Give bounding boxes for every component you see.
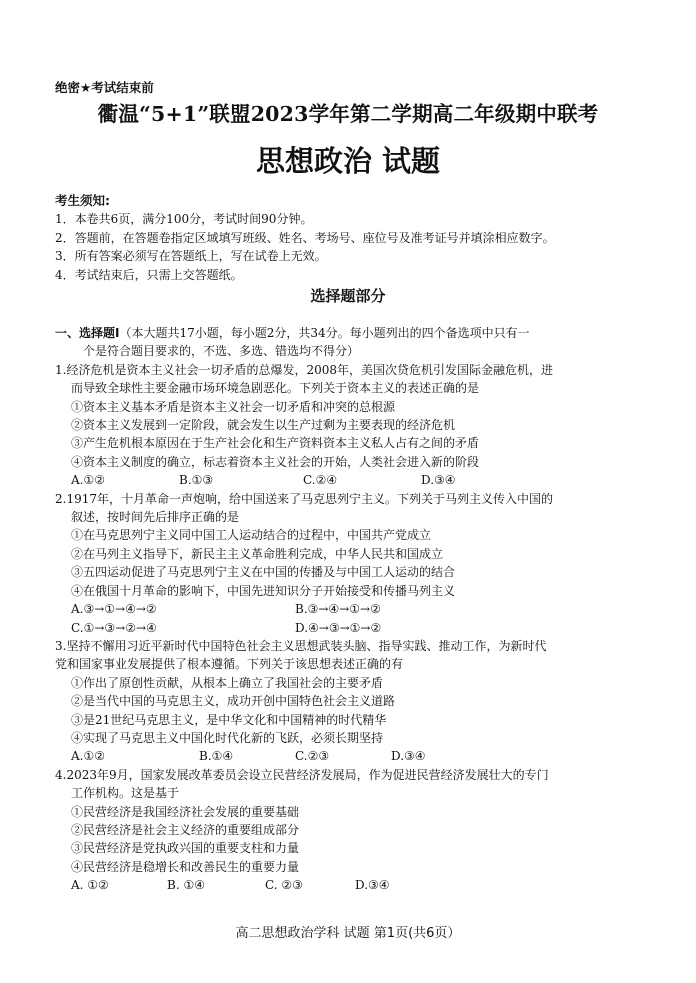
statement-item: ①在马克思列宁主义同中国工人运动结合的过程中，中国共产党成立 <box>71 528 432 543</box>
notice-list <box>55 210 655 284</box>
question-body <box>55 324 645 895</box>
question-stem: 4.2023年9月，国家发展改革委员会设立民营经济发展局，作为促进民营经济发展壮大的专门 <box>55 767 549 782</box>
statement-item: ①民营经济是我国经济社会发展的重要基础 <box>71 804 300 819</box>
statement-item: ①资本主义基本矛盾是资本主义社会一切矛盾和冲突的总根源 <box>71 399 396 414</box>
statement-item: ③是21世纪马克思主义，是中华文化和中国精神的时代精华 <box>71 712 387 727</box>
option-a: A. ①② <box>71 878 109 893</box>
option-a: A.①② <box>71 749 105 764</box>
option-a: A.③→①→④→② <box>71 602 157 617</box>
answer-options <box>55 471 645 489</box>
option-d: D.③④ <box>391 749 426 764</box>
option-b: B.③→④→①→② <box>295 602 381 617</box>
section-title: 选择题部分 <box>310 287 386 305</box>
question-stem: 1.经济危机是资本主义社会一切矛盾的总爆发，2008年，美国次贷危机引发国际金融危机，进 <box>55 362 553 377</box>
option-b: B.①④ <box>199 749 234 764</box>
option-d: D.③④ <box>355 878 390 893</box>
question-stem: 2.1917年，十月革命一声炮响，给中国送来了马克思列宁主义。下列关于马列主义传入中国的 <box>55 491 553 506</box>
statement-item: ④在俄国十月革命的影响下，中国先进知识分子开始接受和传播马列主义 <box>71 583 456 598</box>
question-1 <box>55 361 645 490</box>
option-c: C.②④ <box>303 473 338 488</box>
section-instruction-text: （本大题共17小题，每小题2分，共34分。每小题列出的四个备选项中只有一 <box>119 326 530 340</box>
option-c: C. ②③ <box>265 878 303 893</box>
question-stem-continued: 党和国家事业发展提供了根本遵循。下列关于该思想表述正确的有 <box>55 657 404 672</box>
notice-item: 1．本卷共6页，满分100分，考试时间90分钟。 <box>55 212 313 226</box>
answer-options <box>55 619 645 637</box>
statement-item: ③民营经济是党执政兴国的重要支柱和力量 <box>71 841 300 856</box>
question-3 <box>55 637 645 766</box>
statement-item: ①作出了原创性贡献，从根本上确立了我国社会的主要矛盾 <box>71 675 384 690</box>
section-instruction <box>55 324 645 361</box>
question-stem: 3.坚持不懈用习近平新时代中国特色社会主义思想武装头脑、指导实践、推动工作，为新时代 <box>55 638 547 653</box>
statement-item: ②民营经济是社会主义经济的重要组成部分 <box>71 822 300 837</box>
answer-options <box>55 747 645 765</box>
statement-item: ④民营经济是稳增长和改善民生的重要力量 <box>71 859 300 874</box>
answer-options <box>55 876 645 894</box>
exam-title: 衢温“5+1”联盟2023学年第二学期高二年级期中联考 <box>97 102 599 126</box>
question-stem-continued: 工作机构。这是基于 <box>71 786 180 801</box>
confidential-label: 绝密★考试结束前 <box>55 80 154 95</box>
option-b: B.①③ <box>179 473 214 488</box>
subject-title: 思想政治 试题 <box>255 144 441 178</box>
option-c: C.②③ <box>295 749 330 764</box>
notice-item: 2．答题前，在答题卷指定区域填写班级、姓名、考场号、座位号及准考证号并填涂相应数字。 <box>55 230 555 245</box>
option-c: C.①→③→②→④ <box>71 620 157 635</box>
option-d: D.④→③→①→② <box>295 620 382 635</box>
question-stem-continued: 叙述，按时间先后排序正确的是 <box>71 510 240 525</box>
statement-item: ④资本主义制度的确立，标志着资本主义社会的开始，人类社会进入新的阶段 <box>71 454 480 469</box>
statement-item: ③产生危机根本原因在于生产社会化和生产资料资本主义私人占有之间的矛盾 <box>71 436 480 451</box>
option-a: A.①② <box>71 473 105 488</box>
page-footer: 高二思想政治学科 试题 第1页(共6页） <box>235 926 461 941</box>
notice-heading: 考生须知: <box>55 193 110 208</box>
section-instruction-continued: 个是符合题目要求的，不选、多选、错选均不得分） <box>83 344 360 359</box>
statement-item: ④实现了马克思主义中国化时代化新的飞跃，必须长期坚持 <box>71 730 384 745</box>
question-2 <box>55 490 645 637</box>
statement-item: ②资本主义发展到一定阶段，就会发生以生产过剩为主要表现的经济危机 <box>71 418 456 433</box>
notice-item: 3．所有答案必须写在答题纸上，写在试卷上无效。 <box>55 249 327 264</box>
statement-item: ②在马列主义指导下，新民主主义革命胜利完成，中华人民共和国成立 <box>71 546 444 561</box>
question-4 <box>55 766 645 895</box>
section-label: 一、选择题Ⅰ <box>55 326 120 340</box>
option-d: D.③④ <box>421 473 456 488</box>
answer-options <box>55 600 645 618</box>
notice-item: 4．考试结束后，只需上交答题纸。 <box>55 267 243 282</box>
statement-item: ②是当代中国的马克思主义，成功开创中国特色社会主义道路 <box>71 694 396 709</box>
statement-item: ③五四运动促进了马克思列宁主义在中国的传播及与中国工人运动的结合 <box>71 565 456 580</box>
question-stem-continued: 而导致全球性主要金融市场环境急剧恶化。下列关于资本主义的表述正确的是 <box>71 381 480 396</box>
option-b: B. ①④ <box>167 878 205 893</box>
